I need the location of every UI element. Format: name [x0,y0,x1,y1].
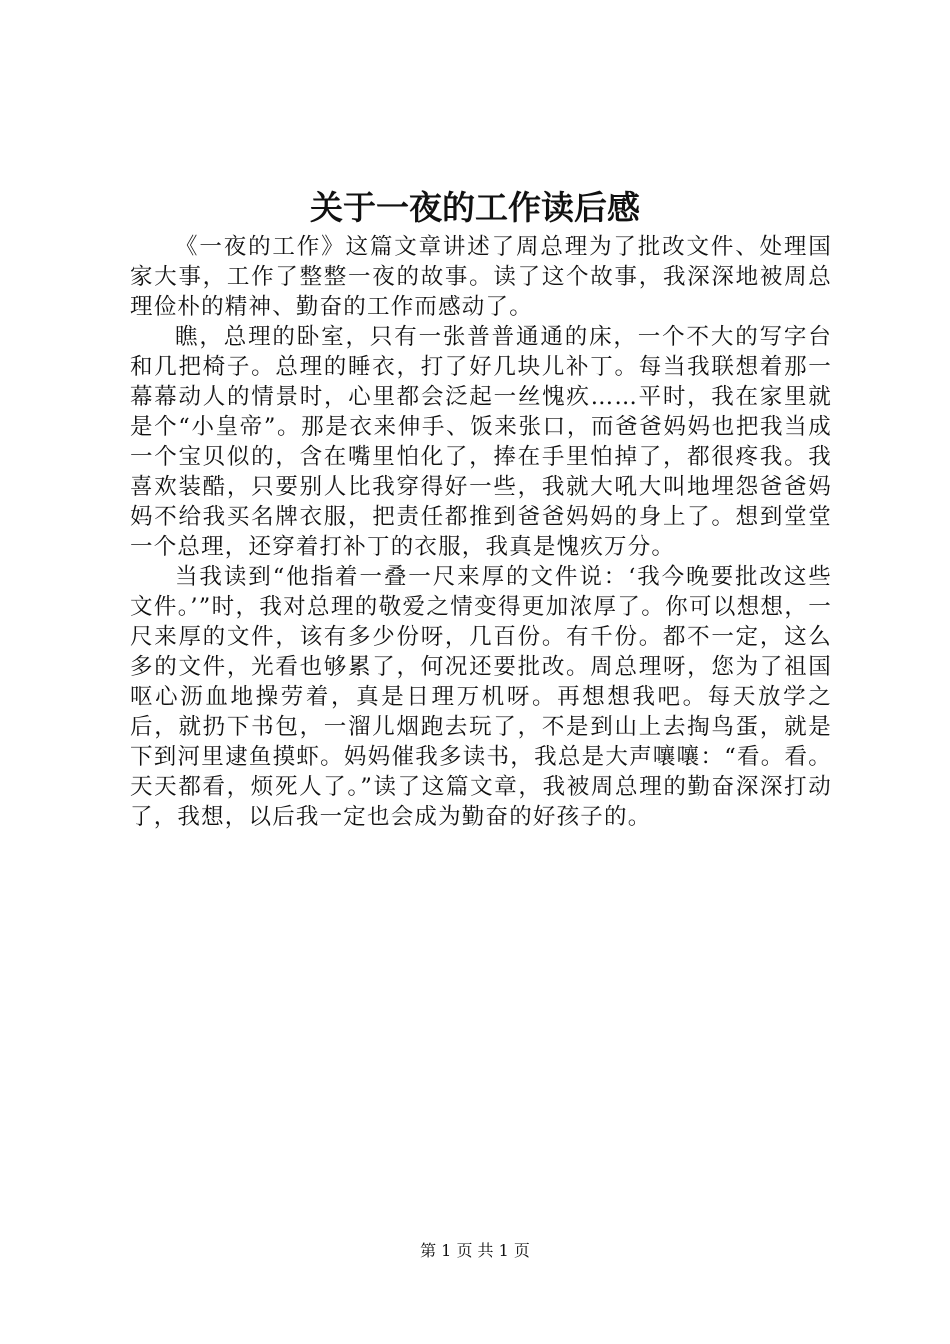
paragraph-1: 《一夜的工作》这篇文章讲述了周总理为了批改文件、处理国家大事，工作了整整一夜的故事。读了这个故事，我深深地被周总理俭朴的精神、勤奋的工作而感动了。 [130,234,832,320]
paragraph-3: 当我读到“他指着一叠一尺来厚的文件说：‘我今晚要批改这些文件。’”时，我对总理的敬爱之情变得更加浓厚了。你可以想想，一尺来厚的文件，该有多少份呀，几百份。有千份。都不一定，这么多的文件，光看也够累了，何况还要批改。周总理呀，您为了祖国呕心沥血地操劳着，真是日理万机呀。再想想我吧。每天放学之后，就扔下书包，一溜儿烟跑去玩了，不是到山上去掏鸟蛋，就是下到河里逮鱼摸虾。妈妈催我多读书，我总是大声嚷嚷：“看。看。天天都看，烦死人了。”读了这篇文章，我被周总理的勤奋深深打动了，我想，以后我一定也会成为勤奋的好孩子的。 [130,564,832,830]
paragraph-2: 瞧，总理的卧室，只有一张普普通通的床，一个不大的写字台和几把椅子。总理的睡衣，打了好几块儿补丁。每当我联想着那一幕幕动人的情景时，心里都会泛起一丝愧疚……平时，我在家里就是个“小皇帝”。那是衣来伸手、饭来张口，而爸爸妈妈也把我当成一个宝贝似的，含在嘴里怕化了，捧在手里怕掉了，都很疼我。我喜欢装酷，只要别人比我穿得好一些，我就大吼大叫地埋怨爸爸妈妈不给我买名牌衣服，把责任都推到爸爸妈妈的身上了。想到堂堂一个总理，还穿着打补丁的衣服，我真是愧疚万分。 [130,324,832,560]
document-title: 关于一夜的工作读后感 [310,188,640,227]
page-footer: 第 1 页 共 1 页 [420,1241,530,1260]
document-body [130,232,832,832]
